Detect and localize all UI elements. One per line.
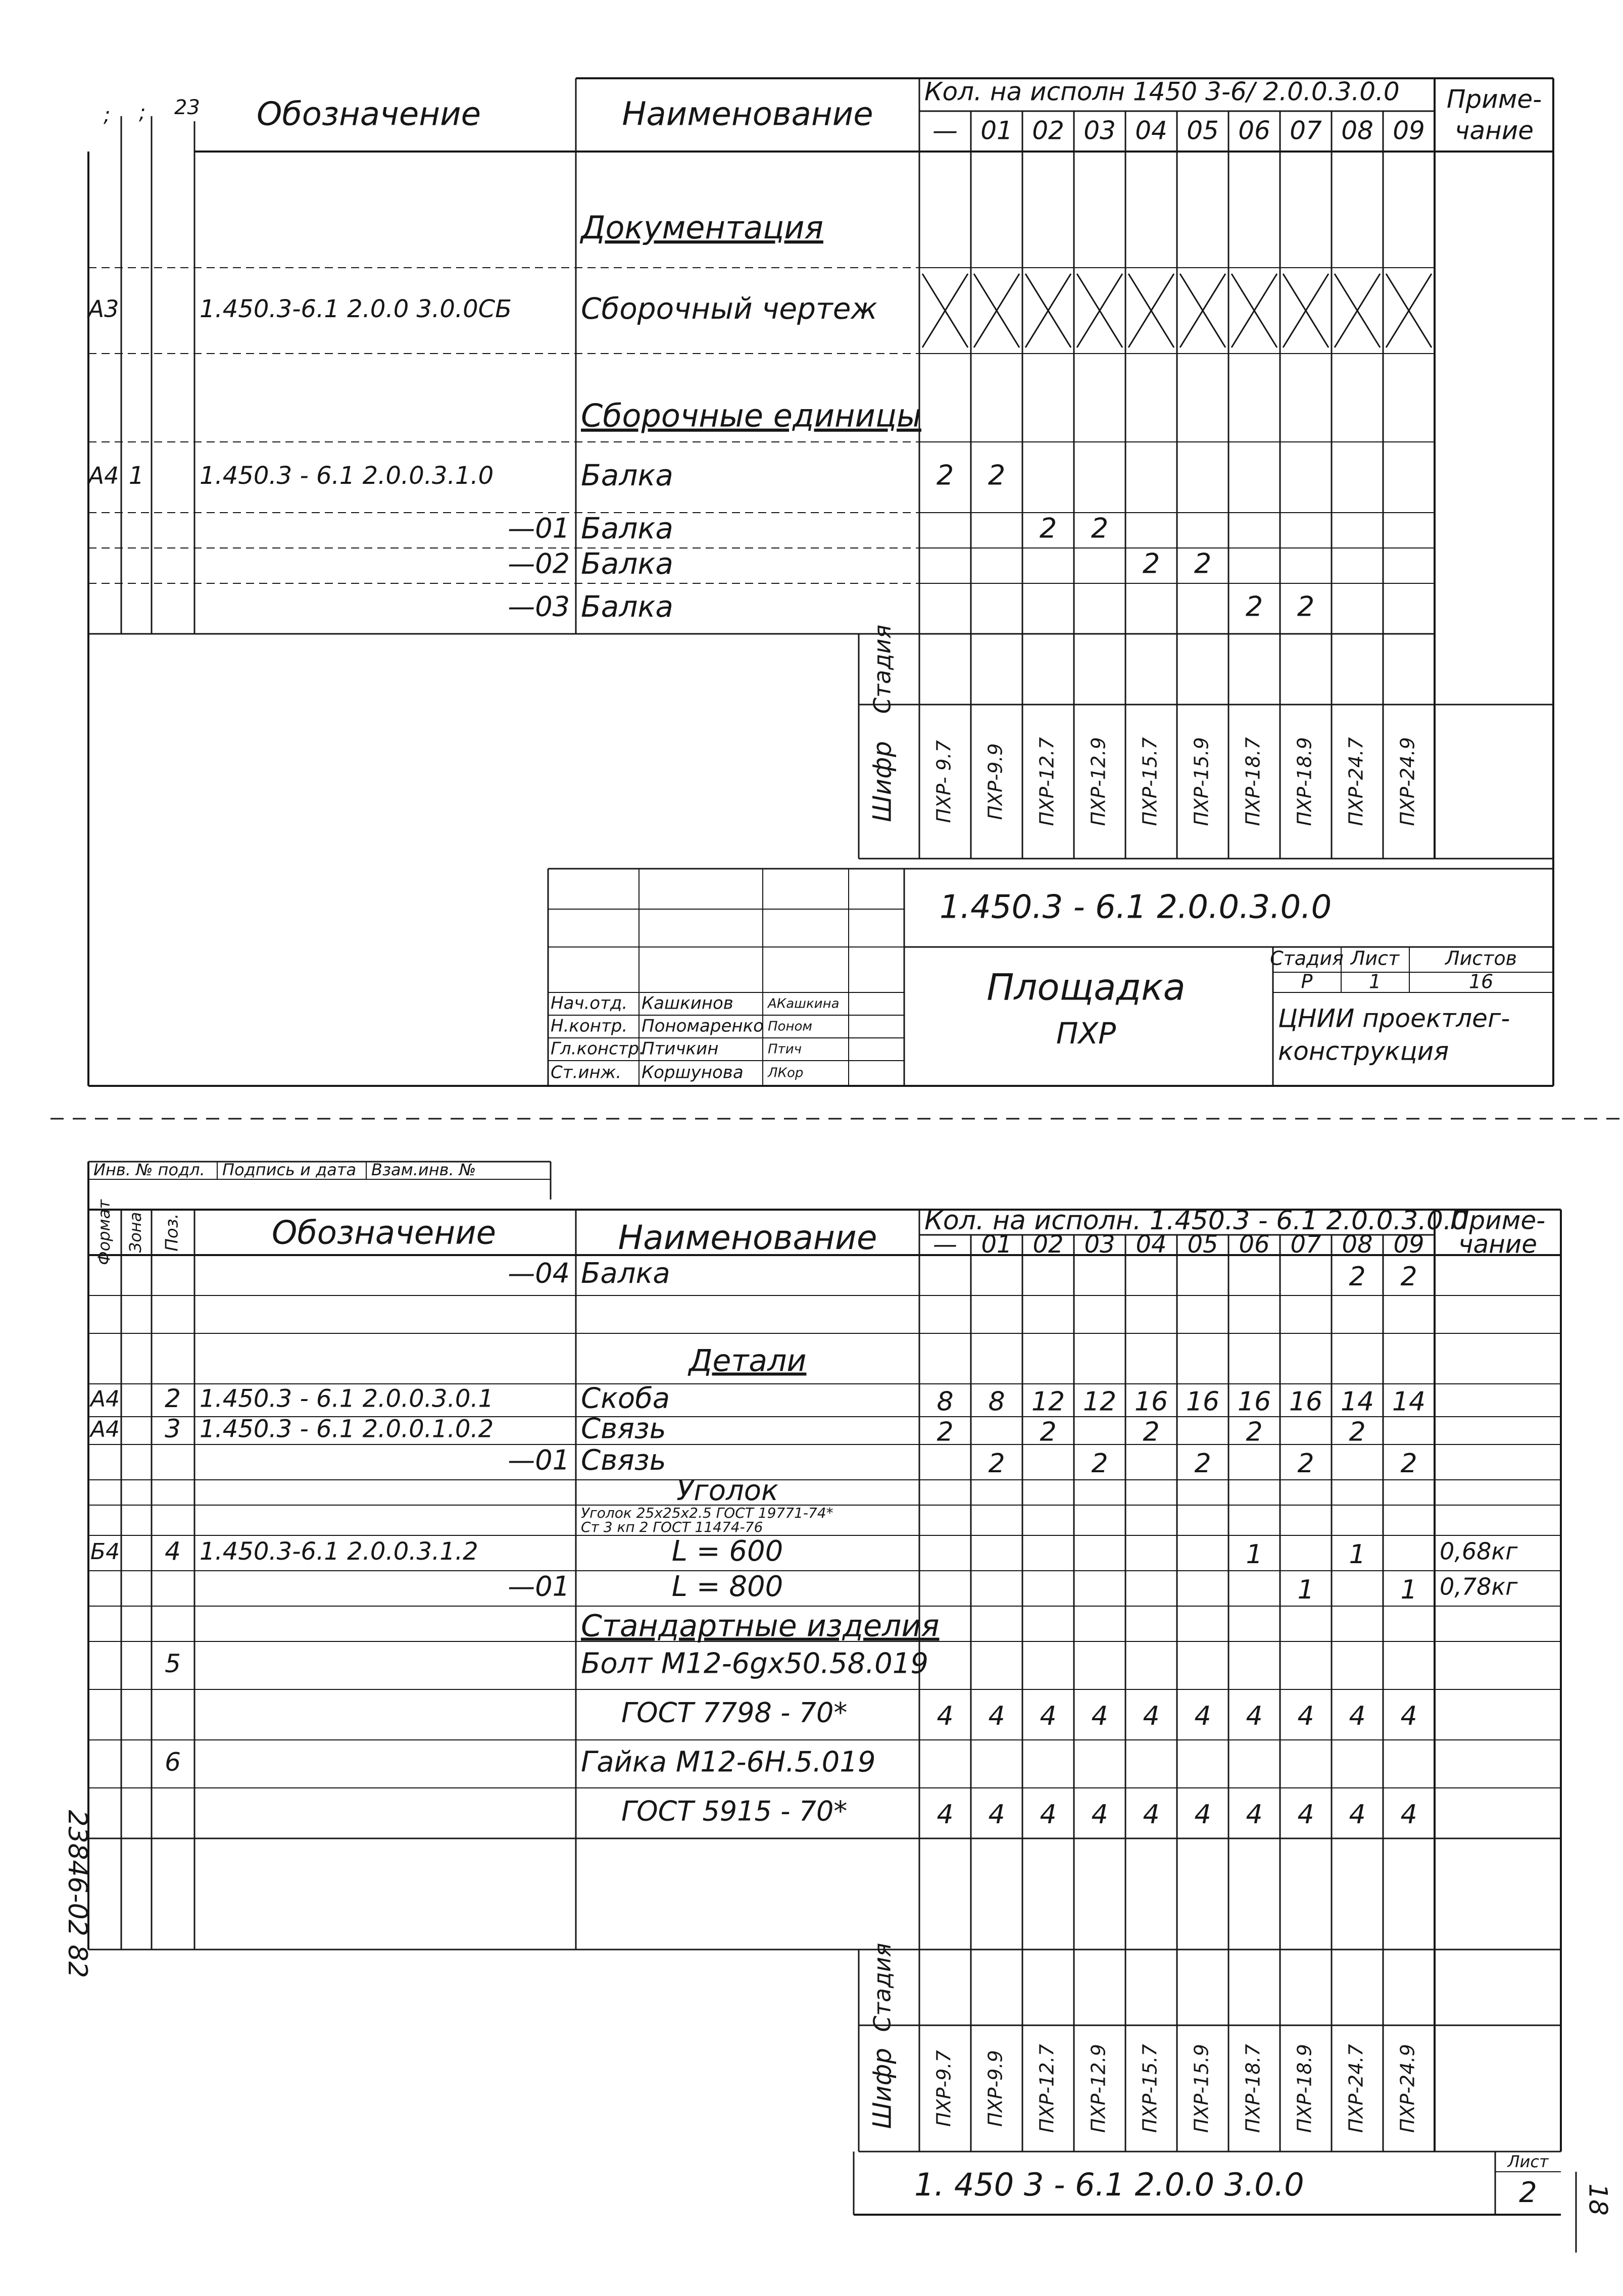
qty-value: 1 bbox=[1349, 1539, 1366, 1570]
standard-reference: ГОСТ 5915 - 70* bbox=[621, 1795, 848, 1827]
drawing-cross-mark bbox=[1283, 274, 1329, 347]
variant-header: 09 bbox=[1393, 1230, 1424, 1259]
qty-value: 2 bbox=[1039, 512, 1057, 544]
sheets-value: 16 bbox=[1468, 970, 1494, 993]
item-name: Гайка М12-6Н.5.019 bbox=[581, 1745, 876, 1779]
document-code: 1.450.3 - 6.1 2.0.0.3.0.0 bbox=[940, 888, 1332, 926]
qty-value: 2 bbox=[1297, 1449, 1314, 1479]
stage-header: Стадия bbox=[1270, 947, 1344, 970]
qty-value: 16 bbox=[1186, 1386, 1220, 1417]
qty-value: 4 bbox=[1040, 1800, 1057, 1830]
designation-code: 1.450.3 - 6.1 2.0.0.3.0.1 bbox=[200, 1384, 494, 1413]
qty-value: 4 bbox=[1194, 1701, 1211, 1731]
qty-value: 2 bbox=[1297, 590, 1315, 623]
format-header: Формат bbox=[94, 1200, 114, 1265]
designation-variant: —02 bbox=[508, 547, 570, 580]
qty-value: 14 bbox=[1340, 1386, 1374, 1417]
signer-name: Пономаренко bbox=[642, 1016, 764, 1036]
stage-value: Р bbox=[1301, 970, 1313, 993]
cipher-label: Шифр bbox=[867, 741, 897, 822]
qty-value: 2 bbox=[936, 459, 954, 491]
format-cell: Б4 bbox=[90, 1539, 120, 1565]
drawing-cross-mark bbox=[974, 274, 1019, 347]
signature-role: Ст.инж. bbox=[551, 1062, 622, 1083]
format-cell: А3 bbox=[88, 295, 119, 323]
sheet-value: 1 bbox=[1368, 970, 1382, 993]
cipher-code: ПХР-18.9 bbox=[1293, 737, 1316, 826]
item-name: Балка bbox=[581, 589, 673, 624]
sheets-header: Листов bbox=[1445, 947, 1517, 970]
cipher-code: ПХР-24.9 bbox=[1396, 2044, 1419, 2133]
cipher-code: ПХР-12.9 bbox=[1087, 2044, 1110, 2133]
item-name: Связь bbox=[581, 1444, 666, 1477]
zone-header: Зона bbox=[126, 1212, 145, 1253]
stage-label: Стадия bbox=[868, 1942, 896, 2032]
variant-header: 05 bbox=[1187, 116, 1219, 145]
cipher-code: ПХР-12.7 bbox=[1036, 2044, 1058, 2133]
position-number: 2 bbox=[165, 1384, 181, 1413]
designation-code: 1.450.3 - 6.1 2.0.0.1.0.2 bbox=[200, 1415, 494, 1443]
material-spec: Ст 3 кп 2 ГОСТ 11474-76 bbox=[581, 1519, 763, 1535]
qty-value: 12 bbox=[1031, 1386, 1065, 1417]
mass-note: 0,68кг bbox=[1440, 1537, 1518, 1565]
signature-role: Нач.отд. bbox=[551, 993, 628, 1014]
variant-header: 04 bbox=[1136, 1230, 1167, 1259]
qty-value: 4 bbox=[1297, 1701, 1314, 1731]
qty-value: 4 bbox=[1091, 1800, 1108, 1830]
qty-value: 4 bbox=[988, 1800, 1005, 1830]
name-header: Наименование bbox=[618, 1218, 877, 1258]
cipher-code: ПХР-15.7 bbox=[1139, 737, 1161, 826]
signature-scrawl: ЛКор bbox=[768, 1065, 804, 1081]
cipher-code: ПХР-15.9 bbox=[1190, 2044, 1213, 2133]
qty-value: 2 bbox=[1349, 1417, 1366, 1448]
qty-value: 4 bbox=[1400, 1800, 1417, 1830]
qty-value: 4 bbox=[1194, 1800, 1211, 1830]
cipher-code: ПХР-12.9 bbox=[1087, 737, 1110, 826]
qty-value: 2 bbox=[988, 1449, 1005, 1479]
cipher-label: Шифр bbox=[867, 2048, 897, 2129]
organization-name: конструкция bbox=[1278, 1036, 1449, 1066]
note-header: чание bbox=[1454, 116, 1534, 145]
qty-value: 2 bbox=[988, 459, 1006, 491]
cipher-code: ПХР-9.9 bbox=[984, 743, 1007, 820]
variant-header: 09 bbox=[1393, 116, 1425, 145]
qty-value: 4 bbox=[988, 1701, 1005, 1731]
designation-variant: —01 bbox=[508, 1444, 570, 1476]
cipher-code: ПХР-18.7 bbox=[1242, 737, 1264, 826]
variant-header: 01 bbox=[980, 116, 1013, 145]
header-mark: ; bbox=[139, 101, 146, 124]
qty-value: 2 bbox=[1245, 590, 1263, 623]
designation-code: 1.450.3-6.1 2.0.0.3.1.2 bbox=[200, 1537, 478, 1566]
variant-header: 01 bbox=[981, 1230, 1012, 1259]
item-name: Сборочный чертеж bbox=[581, 291, 877, 326]
position-number: 4 bbox=[165, 1536, 181, 1566]
qty-value: 12 bbox=[1083, 1386, 1117, 1417]
qty-value: 4 bbox=[1246, 1701, 1263, 1731]
qty-value: 2 bbox=[1194, 1449, 1211, 1479]
position-number: 6 bbox=[165, 1748, 181, 1777]
stage-label: Стадия bbox=[868, 624, 896, 714]
cipher-code: ПХР-9.9 bbox=[984, 2050, 1007, 2127]
signature-scrawl: АКашкина bbox=[768, 996, 840, 1012]
qty-title: Кол. на исполн. 1.450.3 - 6.1 2.0.0.3.0.0 bbox=[924, 1206, 1468, 1236]
format-cell: А4 bbox=[90, 1386, 120, 1412]
position-number: 1 bbox=[128, 462, 144, 490]
variant-header: 05 bbox=[1187, 1230, 1218, 1259]
qty-value: 4 bbox=[1349, 1800, 1366, 1830]
variant-header: 04 bbox=[1135, 116, 1167, 145]
cipher-code: ПХР-24.7 bbox=[1345, 737, 1367, 826]
qty-value: 16 bbox=[1289, 1386, 1323, 1417]
variant-header: 02 bbox=[1032, 116, 1064, 145]
qty-value: 2 bbox=[1246, 1417, 1263, 1448]
section-heading: Сборочные единицы bbox=[581, 397, 922, 434]
format-cell: А4 bbox=[90, 1416, 120, 1442]
variant-header: 06 bbox=[1239, 1230, 1270, 1259]
header-mark: ; bbox=[104, 104, 111, 127]
designation-variant: —01 bbox=[508, 1570, 570, 1603]
variant-header: 03 bbox=[1084, 1230, 1115, 1259]
cipher-code: ПХР-24.7 bbox=[1345, 2044, 1367, 2133]
position-number: 3 bbox=[165, 1414, 181, 1443]
drawing-cross-mark bbox=[1077, 274, 1122, 347]
item-name: Балка bbox=[581, 458, 673, 493]
qty-value: 14 bbox=[1392, 1386, 1426, 1417]
product-type: ПХР bbox=[1056, 1016, 1116, 1051]
item-name: Балка bbox=[581, 511, 673, 546]
designation-variant: —04 bbox=[508, 1257, 570, 1289]
organization-name: ЦНИИ проектлег- bbox=[1278, 1004, 1510, 1033]
cipher-code: ПХР-15.7 bbox=[1139, 2044, 1161, 2133]
qty-value: 2 bbox=[1040, 1417, 1057, 1448]
item-name: Связь bbox=[581, 1412, 666, 1445]
variant-header: — bbox=[932, 116, 958, 145]
qty-value: 4 bbox=[937, 1701, 954, 1731]
standard-reference: ГОСТ 7798 - 70* bbox=[621, 1696, 848, 1729]
signature-role: Гл.констр. bbox=[551, 1038, 645, 1059]
signature-scrawl: Птич bbox=[768, 1041, 802, 1057]
header-mark: 23 bbox=[174, 96, 200, 119]
cipher-code: ПХР-24.9 bbox=[1396, 737, 1419, 826]
variant-header: 07 bbox=[1290, 1230, 1321, 1259]
designation-header: Обозначение bbox=[271, 1214, 497, 1252]
material-spec: Уголок 25х25х2.5 ГОСТ 19771-74* bbox=[581, 1505, 833, 1521]
variant-header: 02 bbox=[1032, 1230, 1064, 1259]
qty-value: 2 bbox=[937, 1417, 954, 1448]
variant-header: 03 bbox=[1084, 116, 1116, 145]
sheet-header: Лист bbox=[1507, 2152, 1549, 2171]
designation-code: 1.450.3-6.1 2.0.0 3.0.0СБ bbox=[200, 295, 512, 323]
variant-header: 08 bbox=[1341, 116, 1373, 145]
qty-value: 2 bbox=[1091, 512, 1109, 544]
item-name: Уголок bbox=[676, 1474, 778, 1508]
pos-header: Поз. bbox=[162, 1213, 182, 1252]
drawing-cross-mark bbox=[1180, 274, 1225, 347]
signature-role: Н.контр. bbox=[551, 1016, 628, 1036]
variant-header: — bbox=[933, 1230, 957, 1259]
section-heading: Стандартные изделия bbox=[581, 1608, 940, 1644]
qty-value: 4 bbox=[1297, 1800, 1314, 1830]
qty-value: 1 bbox=[1246, 1539, 1263, 1570]
stamp-label: Подпись и дата bbox=[222, 1160, 357, 1179]
qty-value: 4 bbox=[1091, 1701, 1108, 1731]
stamp-label: Взам.инв. № bbox=[371, 1160, 476, 1179]
note-header: Приме- bbox=[1446, 84, 1542, 114]
qty-value: 2 bbox=[1400, 1449, 1417, 1479]
qty-value: 16 bbox=[1237, 1386, 1271, 1417]
note-header: Приме- bbox=[1450, 1206, 1546, 1235]
sheet-number: 2 bbox=[1519, 2176, 1537, 2210]
qty-value: 1 bbox=[1400, 1575, 1417, 1605]
designation-header: Обозначение bbox=[256, 95, 481, 133]
item-name: L = 600 bbox=[671, 1535, 783, 1568]
format-cell: А4 bbox=[88, 462, 119, 489]
variant-header: 08 bbox=[1342, 1230, 1373, 1259]
drawing-cross-mark bbox=[922, 274, 968, 347]
drawing-cross-mark bbox=[1025, 274, 1071, 347]
sheet-header: Лист bbox=[1350, 947, 1400, 970]
cipher-code: ПХР-15.9 bbox=[1190, 737, 1213, 826]
product-name: Площадка bbox=[987, 966, 1186, 1009]
signer-name: Кашкинов bbox=[642, 993, 733, 1014]
designation-variant: —03 bbox=[508, 590, 570, 623]
variant-header: 07 bbox=[1290, 116, 1322, 145]
designation-code: 1.450.3 - 6.1 2.0.0.3.1.0 bbox=[200, 462, 494, 490]
qty-title: Кол. на исполн 1450 3-6/ 2.0.0.3.0.0 bbox=[924, 77, 1400, 107]
item-name: L = 800 bbox=[671, 1570, 783, 1604]
stamp-label: Инв. № подл. bbox=[93, 1160, 205, 1179]
cipher-code: ПХР-18.7 bbox=[1242, 2044, 1264, 2133]
mass-note: 0,78кг bbox=[1440, 1573, 1518, 1601]
document-code: 1. 450 3 - 6.1 2.0.0 3.0.0 bbox=[914, 2166, 1304, 2204]
cipher-code: ПХР- 9.7 bbox=[932, 740, 955, 823]
cipher-code: ПХР-12.7 bbox=[1036, 737, 1058, 826]
item-name: Балка bbox=[581, 1257, 670, 1290]
qty-value: 4 bbox=[1040, 1701, 1057, 1731]
archive-number: 23846-02 82 bbox=[62, 1810, 92, 1978]
designation-variant: —01 bbox=[508, 512, 570, 544]
variant-header: 06 bbox=[1238, 116, 1270, 145]
qty-value: 16 bbox=[1134, 1386, 1168, 1417]
qty-value: 1 bbox=[1297, 1575, 1314, 1605]
name-header: Наименование bbox=[622, 95, 873, 133]
qty-value: 2 bbox=[1143, 1417, 1160, 1448]
qty-value: 2 bbox=[1194, 547, 1212, 580]
qty-value: 2 bbox=[1142, 547, 1160, 580]
qty-value: 4 bbox=[937, 1800, 954, 1830]
qty-value: 2 bbox=[1349, 1262, 1366, 1292]
qty-value: 2 bbox=[1091, 1449, 1108, 1479]
item-name: Скоба bbox=[581, 1382, 670, 1415]
signer-name: Птичкин bbox=[642, 1038, 719, 1059]
item-name: Балка bbox=[581, 546, 673, 581]
page-mark: 18 bbox=[1583, 2183, 1613, 2216]
qty-value: 4 bbox=[1349, 1701, 1366, 1731]
qty-value: 4 bbox=[1246, 1800, 1263, 1830]
section-heading: Детали bbox=[688, 1343, 807, 1379]
drawing-cross-mark bbox=[1386, 274, 1432, 347]
drawing-cross-mark bbox=[1335, 274, 1380, 347]
qty-value: 2 bbox=[1400, 1262, 1417, 1292]
qty-value: 4 bbox=[1143, 1800, 1160, 1830]
cipher-code: ПХР-18.9 bbox=[1293, 2044, 1316, 2133]
section-heading: Документация bbox=[581, 209, 823, 246]
note-header: чание bbox=[1458, 1229, 1538, 1259]
cipher-code: ПХР-9.7 bbox=[932, 2050, 955, 2127]
item-name: Болт М12-6gx50.58.019 bbox=[581, 1647, 928, 1680]
qty-value: 4 bbox=[1143, 1701, 1160, 1731]
qty-value: 4 bbox=[1400, 1701, 1417, 1731]
qty-value: 8 bbox=[988, 1386, 1005, 1417]
drawing-cross-mark bbox=[1128, 274, 1174, 347]
position-number: 5 bbox=[165, 1649, 181, 1678]
signature-scrawl: Поном bbox=[768, 1019, 812, 1034]
drawing-cross-mark bbox=[1232, 274, 1277, 347]
signer-name: Коршунова bbox=[642, 1062, 744, 1083]
qty-value: 8 bbox=[937, 1386, 954, 1417]
